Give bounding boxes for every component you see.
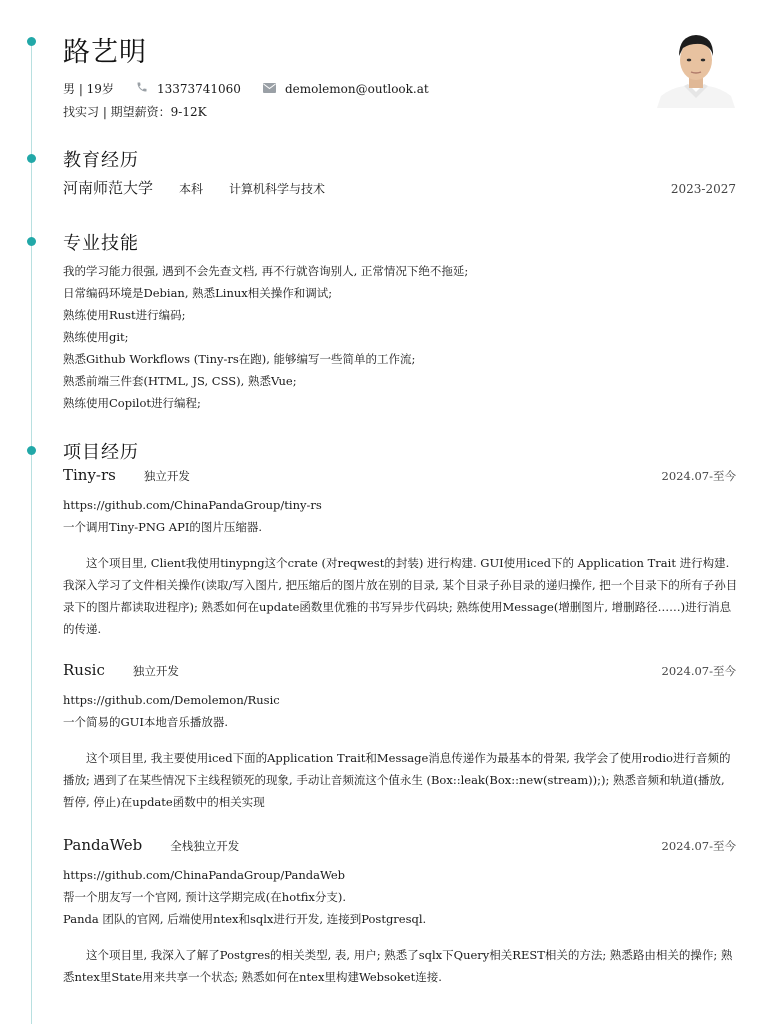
project-name: PandaWeb bbox=[63, 836, 143, 854]
timeline-dot-projects bbox=[27, 446, 36, 455]
skill-item: 我的学习能力很强, 遇到不会先查文档, 再不行就咨询别人, 正常情况下绝不拖延; bbox=[63, 264, 469, 278]
project-description: 这个项目里, 我深入了解了Postgres的相关类型, 表, 用户; 熟悉了sqlx下Query相关REST相关的方法; 熟悉路由相关的操作; 熟悉ntex里State用来共享一个状态; 熟悉如何在ntex里构建Websoket连接. bbox=[63, 948, 733, 984]
project-role: 独立开发 bbox=[143, 469, 190, 483]
degree: 本科 bbox=[179, 182, 204, 196]
project-role: 全栈独立开发 bbox=[170, 839, 240, 853]
project-rusic bbox=[63, 661, 736, 813]
education-row bbox=[63, 177, 736, 198]
project-link[interactable]: https://github.com/ChinaPandaGroup/PandaWeb bbox=[63, 868, 346, 882]
skill-item: 熟悉前端三件套(HTML, JS, CSS), 熟悉Vue; bbox=[63, 374, 297, 388]
project-pandaweb bbox=[63, 836, 736, 988]
skill-item: 日常编码环境是Debian, 熟悉Linux相关操作和调试; bbox=[63, 286, 333, 300]
phone-number[interactable]: 13373741060 bbox=[156, 81, 241, 96]
projects-title: 项目经历 bbox=[63, 442, 139, 463]
job-intent: 找实习 | 期望薪资：9-12K bbox=[63, 105, 207, 119]
education-date: 2023-2027 bbox=[670, 182, 736, 196]
project-summary: 帮一个朋友写一个官网, 预计这学期完成(在hotfix分支). bbox=[63, 890, 347, 904]
skill-item: 熟练使用Copilot进行编程; bbox=[63, 396, 201, 410]
project-date: 2024.07-至今 bbox=[661, 839, 736, 853]
timeline-dot-header bbox=[27, 37, 36, 46]
skill-item: 熟悉Github Workflows (Tiny-rs在跑), 能够编写一些简单的工作流; bbox=[63, 352, 416, 366]
basic-info-row bbox=[63, 80, 429, 97]
project-name: Tiny-rs bbox=[63, 466, 116, 484]
project-date: 2024.07-至今 bbox=[661, 664, 736, 678]
gender-age: 男 | 19岁 bbox=[63, 82, 114, 96]
candidate-name: 路艺明 bbox=[63, 37, 147, 68]
project-date: 2024.07-至今 bbox=[661, 469, 736, 483]
project-description: 这个项目里, 我主要使用iced下面的Application Trait和Message消息传递作为最基本的骨架, 我学会了使用rodio进行音频的播放; 遇到了在某些情况下主线程锁死的现象, 手动让音频流这个值永生 (Box::leak(Box::new(stream));); 熟悉音频和轨道(播放, 暂停, 停止)在update函数中的相关实现 bbox=[63, 751, 731, 809]
project-description: 这个项目里, Client我使用tinypng这个crate (对reqwest的封装) 进行构建. GUI使用iced下的 Application Trait 进行构建. 我深入学习了文件相关操作(读取/写入图片, 把压缩后的图片放在别的目录, 某个目录子孙目录的递归操作, 把一个目录下的所有子孙目录下的图片都读取进程序); 熟悉如何在update函数里优雅的书写异步代码块; 熟练使用Message(增删图片, 增删路径……)进行消息的传递. bbox=[63, 556, 738, 636]
phone-icon bbox=[136, 81, 148, 96]
skill-item: 熟练使用Rust进行编码; bbox=[63, 308, 186, 322]
skill-item: 熟练使用git; bbox=[63, 330, 129, 344]
skills-title: 专业技能 bbox=[63, 233, 139, 254]
education-title: 教育经历 bbox=[63, 150, 139, 171]
timeline-dot-education bbox=[27, 154, 36, 163]
project-name: Rusic bbox=[63, 661, 105, 679]
timeline-dot-skills bbox=[27, 237, 36, 246]
timeline-line bbox=[31, 40, 32, 1024]
profile-photo bbox=[657, 26, 735, 108]
project-role: 独立开发 bbox=[132, 664, 179, 678]
project-tiny-rs bbox=[63, 466, 736, 640]
school-name: 河南师范大学 bbox=[63, 179, 154, 197]
project-summary: 一个调用Tiny-PNG API的图片压缩器. bbox=[63, 520, 263, 534]
envelope-icon bbox=[263, 82, 276, 96]
project-link[interactable]: https://github.com/ChinaPandaGroup/tiny-rs bbox=[63, 498, 322, 512]
project-summary: 一个简易的GUI本地音乐播放器. bbox=[63, 715, 229, 729]
major: 计算机科学与技术 bbox=[229, 182, 326, 196]
email-address[interactable]: demolemon@outlook.at bbox=[284, 81, 429, 96]
project-link[interactable]: https://github.com/Demolemon/Rusic bbox=[63, 693, 280, 707]
skills-list bbox=[63, 260, 743, 414]
project-summary-2: Panda 团队的官网, 后端使用ntex和sqlx进行开发, 连接到Postgresql. bbox=[63, 912, 427, 926]
